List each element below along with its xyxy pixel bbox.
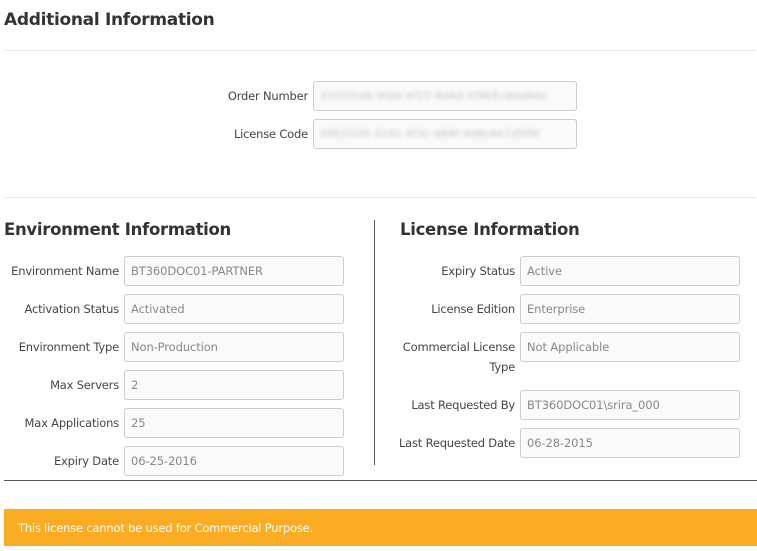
max-servers-field[interactable]: 2: [124, 370, 344, 400]
env-expiry-date-row: [0, 446, 344, 476]
environment-information-title: Environment Information: [4, 220, 232, 239]
commercial-warning-text: This license cannot be used for Commercial Purpose.: [18, 520, 313, 535]
environment-type-field[interactable]: Non-Production: [124, 332, 344, 362]
environment-name-row: [0, 256, 344, 286]
commercial-license-type-field[interactable]: Not Applicable: [520, 332, 740, 362]
environment-name-field[interactable]: BT360DOC01-PARTNER: [124, 256, 344, 286]
license-edition-label: License Edition: [431, 302, 515, 316]
last-requested-date-label: Last Requested Date: [398, 436, 515, 450]
last-requested-date-row: [396, 428, 740, 458]
order-number-field[interactable]: [313, 81, 577, 111]
expiry-status-label: Expiry Status: [441, 264, 515, 278]
license-code-label: License Code: [233, 127, 308, 141]
license-code-row: [200, 119, 577, 149]
max-servers-label: Max Servers: [50, 378, 119, 392]
last-requested-by-label: Last Requested By: [411, 398, 515, 412]
license-code-value: 2952f1f0-3101-4f3c-889f-9d8c6e7d5f9f: [320, 128, 541, 140]
env-expiry-date-field[interactable]: 06-25-2016: [124, 446, 344, 476]
env-expiry-date-label: Expiry Date: [53, 454, 119, 468]
divider-bottom: [4, 480, 757, 481]
expiry-status-field[interactable]: Active: [520, 256, 740, 286]
divider-top: [4, 50, 756, 51]
license-edition-field[interactable]: Enterprise: [520, 294, 740, 324]
activation-status-row: [0, 294, 344, 324]
commercial-license-type-label: Commercial License Type: [402, 340, 515, 374]
order-number-value: 3105f2d6-9fd0-4f27-8d9d-1f9b5c8da60e: [320, 90, 547, 102]
expiry-status-row: [396, 256, 740, 286]
last-requested-date-field[interactable]: 06-28-2015: [520, 428, 740, 458]
license-information-title: License Information: [400, 220, 580, 239]
last-requested-by-row: [396, 390, 740, 420]
additional-information-title: Additional Information: [4, 10, 215, 30]
max-applications-row: [0, 408, 344, 438]
order-number-row: [200, 81, 577, 111]
license-code-field[interactable]: [313, 119, 577, 149]
max-servers-row: [0, 370, 344, 400]
divider-middle: [4, 197, 756, 198]
order-number-label: Order Number: [227, 89, 308, 103]
column-divider: [374, 220, 375, 465]
environment-type-row: [0, 332, 344, 362]
max-applications-label: Max Applications: [24, 416, 119, 430]
activation-status-field[interactable]: Activated: [124, 294, 344, 324]
commercial-license-type-row: [396, 332, 740, 380]
last-requested-by-field[interactable]: BT360DOC01\srira_000: [520, 390, 740, 420]
environment-name-label: Environment Name: [11, 264, 119, 278]
max-applications-field[interactable]: 25: [124, 408, 344, 438]
activation-status-label: Activation Status: [24, 302, 119, 316]
environment-type-label: Environment Type: [18, 340, 119, 354]
commercial-warning-banner: [4, 509, 757, 546]
license-edition-row: [396, 294, 740, 324]
